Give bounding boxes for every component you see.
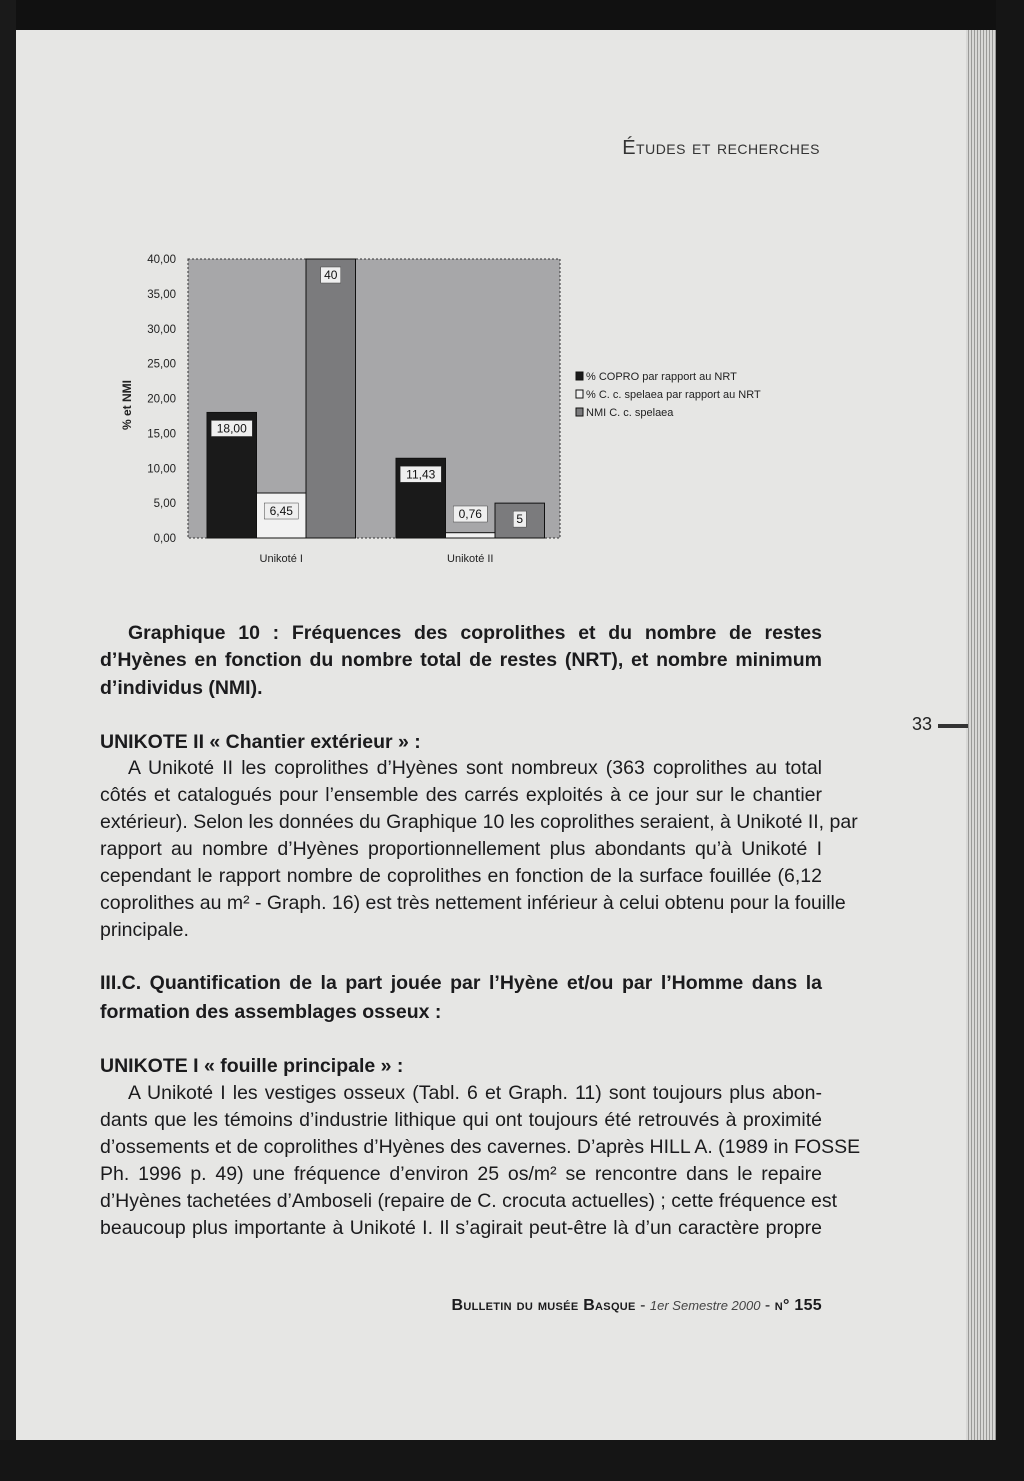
- page-edges: [966, 30, 996, 1440]
- legend-swatch: [576, 372, 583, 380]
- scan-border-bottom: [0, 1440, 1024, 1481]
- body-line: d’Hyènes tachetées d’Amboseli (repaire de C. crocuta actuelles) ; cette fréquence est: [100, 1190, 838, 1212]
- data-label: 11,43: [406, 467, 436, 482]
- scan-border-right: [996, 0, 1024, 1481]
- data-label: 6,45: [269, 504, 293, 519]
- body-line: A Unikoté II les coprolithes d’Hyènes sont nombreux (363 coprolithes au total: [128, 757, 822, 779]
- legend-swatch: [576, 408, 583, 416]
- bar: [306, 259, 356, 538]
- body-line: cependant le rapport nombre de coprolithes en fonction de la surface fouillée (6,12: [100, 865, 822, 887]
- y-tick-label: 40,00: [147, 254, 176, 266]
- footer-number: n° 155: [774, 1297, 822, 1314]
- y-tick-label: 5,00: [153, 498, 176, 511]
- y-tick-label: 0,00: [153, 533, 176, 545]
- y-tick-label: 25,00: [147, 358, 176, 371]
- legend-label: % COPRO par rapport au NRT: [586, 371, 737, 383]
- section-heading: formation des assemblages osseux :: [100, 1001, 442, 1023]
- legend-label: % C. c. spelaea par rapport au NRT: [586, 389, 761, 401]
- y-tick-label: 10,00: [147, 463, 176, 476]
- data-label: 0,76: [458, 507, 482, 521]
- footer-separator: -: [760, 1297, 775, 1314]
- body-line: extérieur). Selon les données du Graphique 10 les coprolithes seraient, à Unikoté II, par: [100, 811, 858, 833]
- footer: [440, 1297, 822, 1315]
- y-tick-label: 20,00: [147, 393, 176, 406]
- section-heading: III.C. Quantification de la part jouée par l’Hyène et/ou par l’Homme dans la: [100, 972, 822, 994]
- running-header: Études et recherches: [622, 137, 820, 159]
- y-tick-label: 15,00: [147, 428, 176, 441]
- caption-line: Graphique 10 : Fréquences des coprolithes et du nombre de restes: [128, 622, 822, 644]
- body-line: Ph. 1996 p. 49) une fréquence d’environ 25 os/m² se rencontre dans le repaire: [100, 1163, 822, 1185]
- y-axis-label: % et NMI: [120, 379, 134, 431]
- section-heading: UNIKOTE II « Chantier extérieur » :: [100, 731, 421, 753]
- y-tick-label: 30,00: [147, 323, 176, 336]
- body-line: beaucoup plus importante à Unikoté I. Il s’agirait peut-être là d’un caractère propre: [100, 1217, 822, 1239]
- y-tick-label: 35,00: [147, 288, 176, 301]
- data-label: 40: [324, 268, 338, 282]
- data-label: 5: [516, 512, 524, 527]
- data-label: 18,00: [216, 421, 247, 436]
- footer-separator: -: [635, 1297, 650, 1314]
- body-line: côtés et catalogués pour l’ensemble des carrés exploités à ce jour sur le chantier: [100, 784, 822, 806]
- caption-line: d’Hyènes en fonction du nombre total de restes (NRT), et nombre minimum: [100, 649, 822, 671]
- bar: [446, 533, 496, 538]
- body-line: coprolithes au m² - Graph. 16) est très nettement inférieur à celui obtenu pour la fouille: [100, 892, 846, 914]
- footer-journal: Bulletin du musée Basque: [451, 1297, 636, 1314]
- x-tick-label: Unikoté I: [259, 553, 303, 565]
- body-line: d’ossements et de coprolithes d’Hyènes des cavernes. D’après HILL A. (1989 in FOSSE: [100, 1136, 861, 1158]
- page-tab-mark: [938, 724, 968, 728]
- caption-line: d’individus (NMI).: [100, 677, 263, 699]
- body-line: A Unikoté I les vestiges osseux (Tabl. 6 et Graph. 11) sont toujours plus abon-: [128, 1082, 822, 1104]
- x-tick-label: Unikoté II: [447, 553, 494, 565]
- body-line: rapport au nombre d’Hyènes proportionnellement plus abondants qu’à Unikoté I: [100, 838, 822, 860]
- page-number: 33: [912, 714, 933, 734]
- legend-label: NMI C. c. spelaea: [586, 407, 674, 419]
- scan-border-top: [0, 0, 1024, 30]
- bar-chart: [100, 245, 810, 575]
- legend-swatch: [576, 390, 583, 398]
- footer-issue: 1er Semestre 2000: [649, 1298, 761, 1313]
- scan-border-left: [0, 0, 16, 1481]
- body-line: principale.: [100, 919, 189, 941]
- body-line: dants que les témoins d’industrie lithique qui ont toujours été retrouvés à proximité: [100, 1109, 822, 1131]
- section-heading: UNIKOTE I « fouille principale » :: [100, 1055, 404, 1077]
